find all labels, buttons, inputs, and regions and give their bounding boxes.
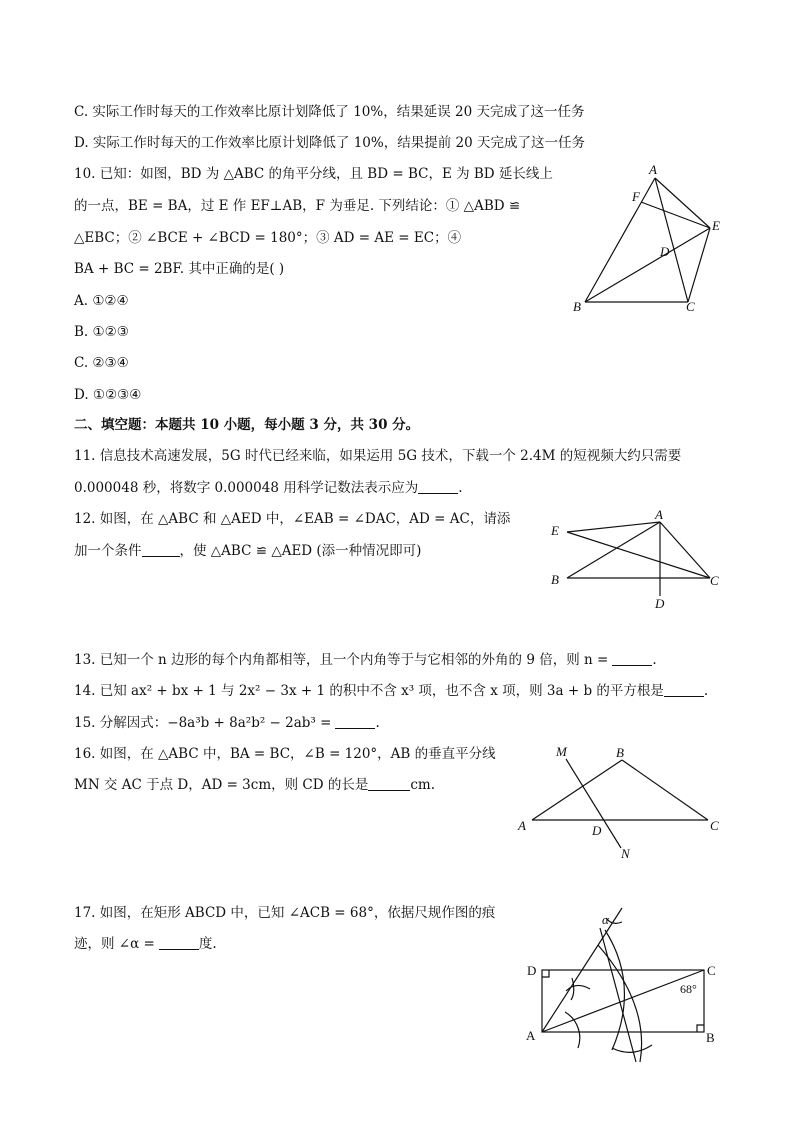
q14-end: . — [703, 683, 709, 699]
q10-label-d: D — [660, 244, 670, 259]
q16-line-2 — [74, 776, 435, 794]
q16-line-1-text: 16. 如图，在 △ABC 中，BA = BC，∠B = 120°，AB 的垂直平分线 — [74, 746, 496, 762]
q16-label-a: A — [518, 818, 526, 833]
q17-label-d: D — [527, 963, 537, 978]
q17-answer-blank[interactable] — [159, 935, 199, 950]
q10-option-a — [74, 292, 129, 310]
q16-line-2a-text: MN 交 AC 于点 D，AD = 3cm，则 CD 的长是 — [74, 777, 369, 793]
q12-label-a: A — [655, 507, 663, 522]
q15-answer-blank[interactable] — [335, 714, 375, 729]
q17-label-b: B — [706, 1030, 715, 1045]
q16-label-n: N — [621, 846, 630, 861]
q17-label-alpha: α — [602, 912, 609, 927]
q9-option-d-text: D. 实际工作时每天的工作效率比原计划降低了 10%，结果提前 20 天完成了这一任务 — [74, 135, 585, 151]
q17-line-2 — [74, 935, 217, 953]
q16-line-2b-text: cm. — [410, 777, 436, 793]
q10-line-2 — [74, 197, 520, 215]
q13-answer-blank[interactable] — [612, 651, 652, 666]
q12-seg-ea — [567, 522, 660, 532]
q10-seg-ab — [585, 178, 655, 302]
q9-option-c — [74, 103, 585, 121]
q11-line-2-text: 0.000048 秒，将数字 0.000048 用科学记数法表示应为 — [74, 480, 419, 496]
q12-seg-ba — [567, 522, 660, 578]
q17-label-a: A — [526, 1028, 536, 1043]
q12-label-d: D — [655, 596, 665, 611]
q16-label-m: M — [556, 744, 567, 759]
q12-line-2 — [74, 542, 421, 560]
q10-line-1 — [74, 165, 553, 183]
q16-seg-bc — [622, 760, 708, 820]
q17-arc-mark-2 — [571, 978, 574, 1000]
q16-seg-ab — [532, 760, 622, 820]
q10-line-3-text: △EBC；② ∠BCE + ∠BCD = 180°；③ AD = AE = EC；④ — [74, 230, 462, 246]
q10-seg-ce — [688, 228, 710, 302]
q10-option-b-text: B. ①②③ — [74, 324, 129, 340]
q16-label-d: D — [592, 823, 602, 838]
q11-line-1-text: 11. 信息技术高速发展，5G 时代已经来临，如果运用 5G 技术，下载一个 2.4M 的短视频大约只需要 — [74, 448, 682, 464]
q12-line-2b-text: ，使 △ABC ≌ △AED (添一种情况即可) — [179, 543, 422, 559]
q10-option-c — [74, 354, 129, 372]
q17-arc-mark-1 — [566, 985, 590, 991]
q16-label-b: B — [616, 745, 624, 760]
q15-end: . — [375, 715, 380, 731]
q15-text: 15. 分解因式：−8a³b + 8a²b² − 2ab³ = — [74, 715, 332, 731]
q17-alpha-arc — [606, 918, 622, 923]
q16-label-c: C — [710, 818, 719, 833]
q10-label-b: B — [573, 299, 581, 314]
q12-answer-blank[interactable] — [142, 542, 180, 557]
q17-line-1 — [74, 904, 495, 922]
q11-answer-blank[interactable] — [418, 479, 458, 494]
q10-line-4 — [74, 260, 284, 278]
q10-option-a-text: A. ①②④ — [74, 293, 129, 309]
q17-line-1-text: 17. 如图，在矩形 ABCD 中，已知 ∠ACB = 68°，依据尺规作图的痕 — [74, 905, 496, 921]
q12-line-2a-text: 加一个条件 — [74, 543, 142, 559]
q17-line-2b-text: 度. — [198, 936, 217, 952]
q13-end: . — [652, 652, 657, 668]
q15-line — [74, 714, 380, 732]
q17-label-angle: 68° — [680, 982, 697, 996]
q16-answer-blank[interactable] — [368, 776, 410, 791]
q17-right-angle-b — [697, 1025, 704, 1032]
q10-line-2-text: 的一点，BE = BA，过 E 作 EF⊥AB，F 为垂足. 下列结论：① △ABD ≌ — [74, 198, 521, 214]
q10-seg-fe — [641, 202, 710, 228]
q13-text: 13. 已知一个 n 边形的每个内角都相等，且一个内角等于与它相邻的外角的 9 倍，则 n = — [74, 652, 609, 668]
q12-line-1 — [74, 510, 510, 528]
q9-option-c-text: C. 实际工作时每天的工作效率比原计划降低了 10%，结果延误 20 天完成了这一任务 — [74, 104, 585, 120]
q17-right-angle-d — [542, 970, 549, 977]
q17-diagonal-ac — [542, 970, 704, 1032]
q10-label-e: E — [712, 218, 720, 233]
q11-line-1 — [74, 447, 681, 465]
q17-arc-large-1 — [605, 930, 624, 1050]
q17-bisector — [600, 928, 636, 1062]
q17-line-2a-text: 迹，则 ∠α = — [74, 936, 155, 952]
q17-label-c: C — [707, 963, 716, 978]
q12-label-c: C — [710, 573, 719, 588]
q17-arc-large-2 — [598, 945, 642, 1062]
q10-label-a: A — [649, 162, 657, 177]
q13-line — [74, 651, 657, 669]
q10-option-d — [74, 386, 141, 404]
q14-answer-blank[interactable] — [664, 682, 704, 697]
q12-line-1-text: 12. 如图，在 △ABC 和 △AED 中，∠EAB = ∠DAC，AD = AC，请添 — [74, 511, 511, 527]
q10-seg-ac — [655, 178, 688, 302]
q16-line-1 — [74, 745, 496, 763]
q10-line-3 — [74, 229, 461, 247]
q17-arc-a — [565, 1012, 580, 1048]
q10-label-c: C — [686, 299, 695, 314]
section-2-title — [74, 416, 419, 434]
q14-line — [74, 682, 708, 700]
q12-label-b: B — [551, 572, 559, 587]
q12-label-e: E — [551, 523, 559, 538]
q17-rectangle — [542, 970, 704, 1032]
q12-seg-ac — [660, 522, 710, 578]
q12-seg-ec — [567, 532, 710, 578]
q17-arc-small — [612, 1045, 652, 1052]
q9-option-d — [74, 134, 585, 152]
q16-seg-mn — [566, 759, 621, 848]
q11-line-2 — [74, 479, 463, 497]
q10-option-d-text: D. ①②③④ — [74, 387, 142, 403]
q10-option-c-text: C. ②③④ — [74, 355, 129, 371]
q10-line-1-text: 10. 已知：如图，BD 为 △ABC 的角平分线，且 BD = BC，E 为 BD 延长线上 — [74, 166, 553, 182]
section-2-title-text: 二、填空题：本题共 10 小题，每小题 3 分，共 30 分。 — [74, 417, 420, 433]
q17-ray — [542, 908, 622, 1032]
q10-line-4-text: BA + BC = 2BF. 其中正确的是( ) — [74, 261, 285, 277]
q10-seg-be — [585, 228, 710, 302]
q14-text: 14. 已知 ax² + bx + 1 与 2x² − 3x + 1 的积中不含 x³ 项，也不含 x 项，则 3a + b 的平方根是 — [74, 683, 664, 699]
q10-label-f: F — [632, 189, 640, 204]
q11-line-2-end: . — [458, 480, 463, 496]
q10-seg-ae — [655, 178, 710, 228]
q10-option-b — [74, 323, 129, 341]
